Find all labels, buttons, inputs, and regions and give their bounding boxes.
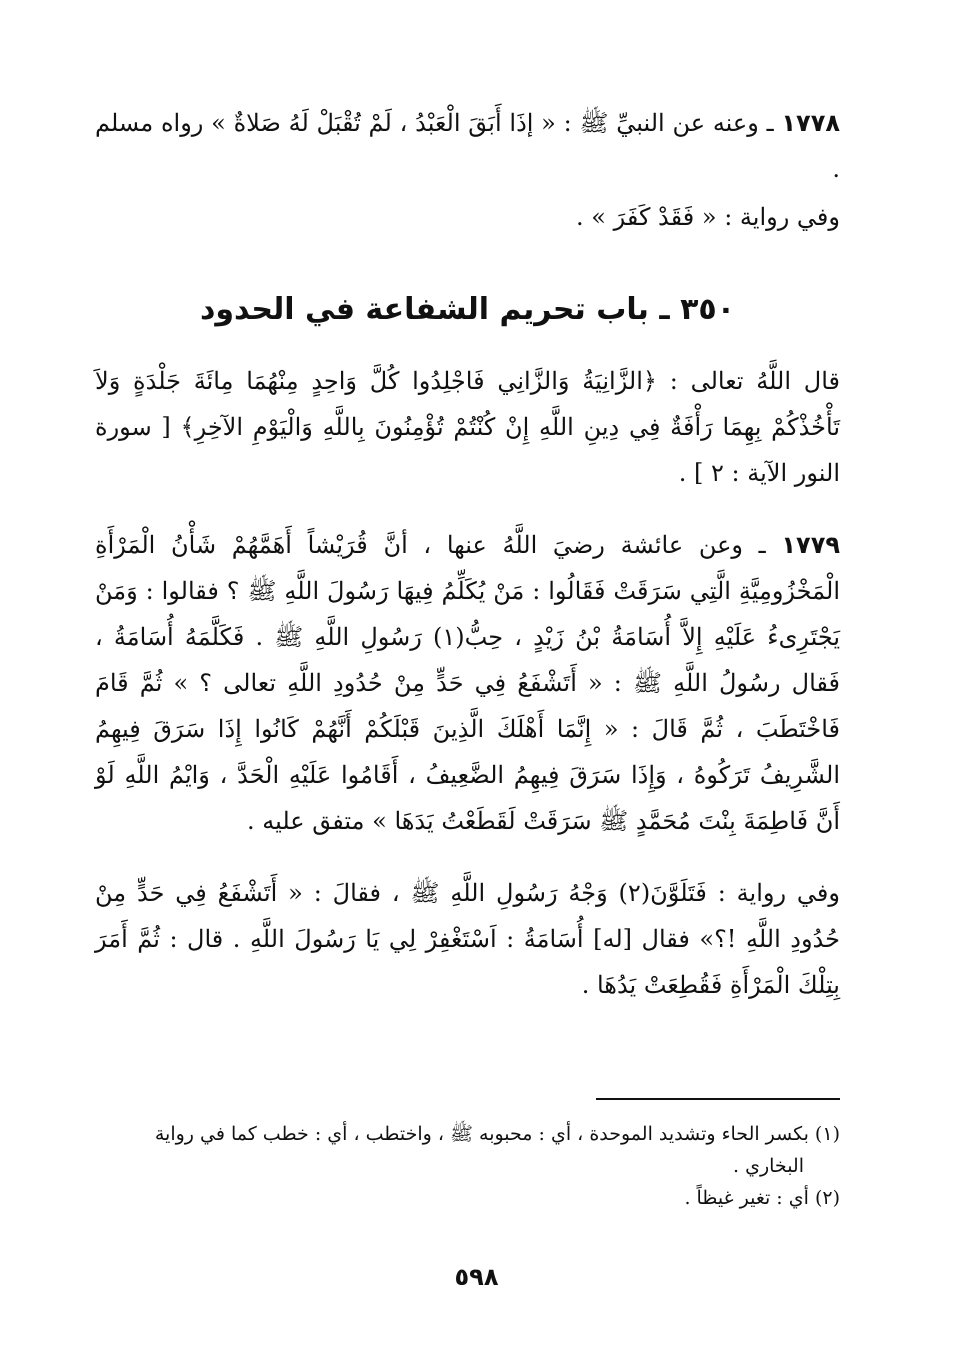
footnote-1-continued: البخاري . [733,1155,804,1177]
footnotes [95,1118,840,1214]
footnote-divider [596,1098,840,1100]
hadith-1778 [95,100,840,240]
footnote-1: (١) بكسر الحاء وتشديد الموحدة ، أي : محبوبه ﷺ ، واختطب ، أي : خطب كما في رواية [154,1123,840,1145]
chapter-title: ٣٥٠ ـ باب تحريم الشفاعة في الحدود [199,292,736,327]
hadith-1778-body: ـ وعنه عن النبيِّ ﷺ : « إذَا أَبَقَ الْعَبْدُ ، لَمْ تُقْبَلْ لَهُ صَلاةٌ » رواه مسلم . [95,109,840,183]
hadith-1779-riwaya: وفي رواية : فَتَلَوَّنَ(٢) وَجْهُ رَسُولِ اللَّهِ ﷺ ، فقالَ : « أَتَشْفَعُ فِي حَدٍّ مِنْ حُدُودِ اللَّهِ !؟» فقال [له] أُسَامَةُ : اَسْتَغْفِرْ لِي يَا رَسُولَ اللَّهِ . قال : ثُمَّ أَمَرَ بِتِلْكَ الْمَرْأَةِ فَقُطِعَتْ يَدُهَا . [95,879,840,999]
hadith-1779-body: ـ وعن عائشة رضيَ اللَّهُ عنها ، أنَّ قُرَيْشاً أَهَمَّهُمْ شَأْنُ الْمَرْأَةِ الْمَخْزُومِيَّةِ الَّتِي سَرَقَتْ فَقَالُوا : مَنْ يُكَلِّمُ فِيهَا رَسُولَ اللَّهِ ﷺ ؟ فقالوا : وَمَنْ يَجْتَرِىءُ عَلَيْهِ إِلاَّ أُسَامَةُ بْنُ زَيْدٍ ، حِبُّ(١) رَسُولِ اللَّهِ ﷺ . فَكَلَّمَهُ أُسَامَةُ ، فَقال رسُولُ اللَّهِ ﷺ : « أَتَشْفَعُ فِي حَدٍّ مِنْ حُدُودِ اللَّهِ تعالى ؟ » ثُمَّ قَامَ فَاخْتَطَبَ ، ثُمَّ قَالَ : « إِنَّمَا أَهْلَكَ الَّذِينَ قَبْلَكُمْ أَنَّهُمْ كَانُوا إِذَا سَرَقَ فِيهِمُ الشَّرِيفُ تَرَكُوهُ ، وَإِذَا سَرَقَ فِيهِمُ الضَّعِيفُ ، أَقَامُوا عَلَيْهِ الْحَدَّ ، وَايْمُ اللَّهِ لَوْ أَنَّ فَاطِمَةَ بِنْتَ مُحَمَّدٍ ﷺ سَرَقَتْ لَقَطَعْتُ يَدَهَا » متفق عليه . [95,531,841,835]
quran-verse: قال اللَّهُ تعالى : ﴿الزَّانِيَةُ وَالزَّانِي فَاجْلِدُوا كُلَّ وَاحِدٍ مِنْهُمَا مِائَةَ جَلْدَةٍ وَلاَ تَأْخُذْكُمْ بِهِمَا رَأْفَةٌ فِي دِينِ اللَّهِ إِنْ كُنْتُمْ تُؤْمِنُونَ بِاللَّهِ وَالْيَوْمِ الآخِرِ﴾ [ سورة النور الآية : ٢ ] . [95,367,840,487]
footnote-2: (٢) أي : تغير غيظاً . [684,1187,840,1209]
hadith-1778-number: ١٧٧٨ [781,109,840,137]
hadith-1778-text [95,100,840,192]
hadith-1779-number: ١٧٧٩ [781,531,840,559]
hadith-1779-text [95,522,840,844]
hadith-1778-riwaya: وفي رواية : « فَقَدْ كَفَرَ » . [576,203,840,231]
main-text [95,100,840,1008]
page-number: ٥٩٨ [454,1263,499,1291]
